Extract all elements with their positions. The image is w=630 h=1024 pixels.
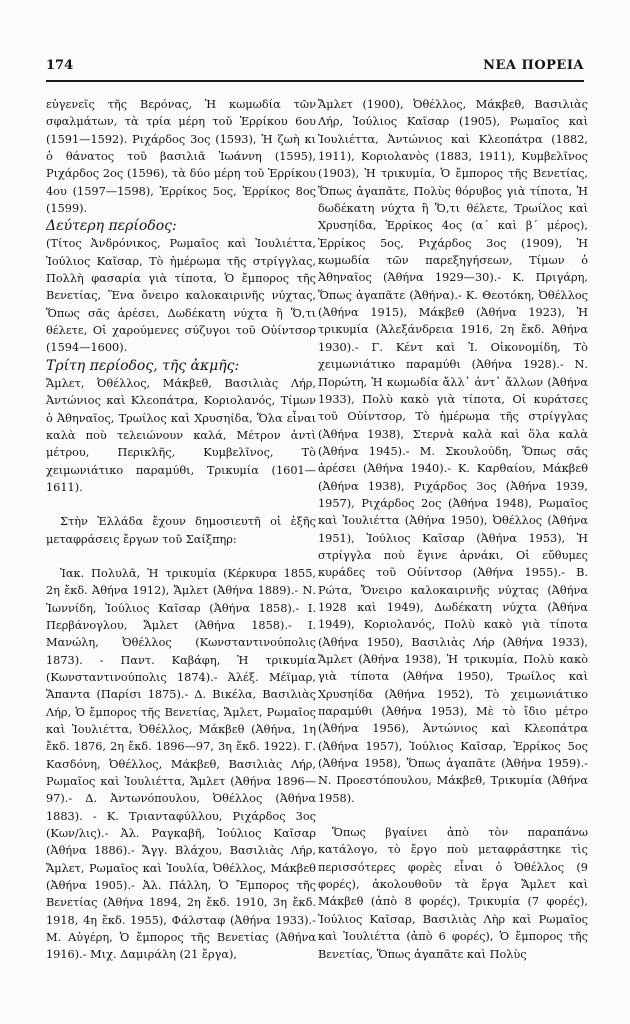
right-column xyxy=(318,96,588,963)
translations-intro: Στὴν Ἑλλάδα ἔχουν δημοσιευτῆ οἱ ἑξῆς μεταφράσεις ἔργων τοῦ Σαίξπηρ: xyxy=(46,515,316,546)
paragraph-gap xyxy=(318,807,588,824)
conclusion-paragraph: Ὅπως βγαίνει ἀπὸ τὸν παραπάνω κατάλογο, τὸ ἔργο ποὺ μεταφράστηκε τὶς περισσότερες φορὲς εἶναι ὁ Ὀθέλλος (9 φορές), ἀκολουθοῦν τὰ ἔργα Ἄμλετ καὶ Μάκβεθ (ἀπὸ 8 φορές), Τρικυμία (7 φορές), Ἰούλιος Καῖσαρ, Βασιλιὰς Λὴρ καὶ Ρωμαῖος καὶ Ἰουλιέττα (ἀπὸ 6 φορές), Ὁ ἔμπορος τῆς Βενετίας, Ὅπως ἀγαπᾶτε καὶ Πολὺς xyxy=(318,826,588,961)
second-period-list: (Τίτος Ἀνδρόνικος, Ρωμαῖος καὶ Ἰουλιέττα, Ἰούλιος Καῖσαρ, Τὸ ἡμέρωμα τῆς στρίγγλας, Πολλὴ φασαρία γιὰ τίποτα, Ὁ ἔμπορος τῆς Βενετίας, Ἕνα ὄνειρο καλοκαιρινῆς νύχτας, Ὅπως σᾶς ἀρέσει, Δωδέκατη νύχτα ἢ Ὅ,τι θέλετε, Οἱ χαρούμενες σύζυγοι τοῦ Οὐίντσορ (1594—1600). xyxy=(46,237,316,355)
third-period-list: Ἄμλετ, Ὀθέλλος, Μάκβεθ, Βασιλιὰς Λήρ, Ἀντώνιος καὶ Κλεοπάτρα, Κοριολανός, Τίμων ὁ Ἀθηναῖος, Τρωίλος καὶ Χρυσηίδα, Ὅλα εἶναι καλὰ ποὺ τελειώνουν καλά, Μέτρον ἀντὶ μέτρου, Περικλῆς, Κυμβελῖνος, Τὸ χειμωνιάτικο παραμύθι, Τρικυμία (1601—1611). xyxy=(46,376,316,494)
section-heading-third-period: Τρίτη περίοδος, τῆς ἀκμῆς: xyxy=(46,357,240,374)
section-heading-second-period: Δεύτερη περίοδος: xyxy=(46,218,177,235)
page-number: 174 xyxy=(46,58,74,73)
first-period-continuation: εὐγενεῖς τῆς Βερόνας, Ἡ κωμωδία τῶν σφαλμάτων, τὰ τρία μέρη τοῦ Ἑρρίκου 6ου (1591—1592). Ριχάρδος 3ος (1593), Ἡ ζωὴ κι ὁ θάνατος τοῦ βασιλιᾶ Ἰωάννη (1595), Ριχάρδος 2ος (1596), τὰ δύο μέρη τοῦ Ἑρρίκου 4ου (1597—1598), Ἑρρίκος 5ος, Ἑρρίκος 8ος (1599). xyxy=(46,98,316,216)
paragraph-gap xyxy=(46,548,316,565)
translations-list: Ἰακ. Πολυλᾶ, Ἡ τρικυμία (Κέρκυρα 1855, 2η ἔκδ. Ἀθήνα 1912), Ἄμλετ (Ἀθήνα 1889).- Ν. Ἰωννίδη, Ἰούλιος Καῖσαρ (Ἀθήνα 1858).- Ι. Περβάνογλου, Ἄμλετ (Ἀθήνα 1858).- Ι. Μανώλη, Ὀθέλλος (Κωνσταντινούπολις 1873). - Παντ. Καβάφη, Ἡ τρικυμία (Κωνσταντινούπολις 1874).- Ἀλέξ. Μέϊμαρ, Ἅπαντα (Παρίσι 1875).- Δ. Βικέλα, Βασιλιὰς Λήρ, Ὁ ἔμπορος τῆς Βενετίας, Ἄμλετ, Ρωμαῖος καὶ Ἰουλιέττα, Ὀθέλλος, Μάκβεθ (Ἀθήνα, 1η ἔκδ. 1876, 2η ἔκδ. 1896—97, 3η ἔκδ. 1922). Γ. Κασδόνη, Ὀθέλλος, Μάκβεθ, Βασιλιὰς Λήρ, Ρωμαῖος καὶ Ἰουλιέττα, Ἄμλετ (Ἀθήνα 1896—97).- Δ. Ἀντωνόπουλου, Ὀθέλλος (Ἀθήνα 1883). - Κ. Τριανταφύλλου, Ριχάρδος 3ος (Κων/λις).- Ἀλ. Ραγκαβῆ, Ἰούλιος Καῖσαρ (Ἀθήνα 1886).- Ἄγγ. Βλάχου, Βασιλιὰς Λήρ, Ἄμλετ, Ρωμαῖος καὶ Ἰουλία, Ὀθέλλος, Μάκβεθ (Ἀθήνα 1905).- Ἀλ. Πάλλη, Ὁ Ἔμπορος τῆς Βενετίας (Ἀθήνα 1894, 2η ἔκδ. 1910, 3η ἔκδ. 1918, 4η ἔκδ. 1955), Φάλσταφ (Ἀθήνα 1933).- Μ. Αὐγέρη, Ὁ ἔμπορος τῆς Βενετίας (Ἀθήνα 1916).- Μιχ. Δαμιράλη (21 ἔργα), xyxy=(46,566,316,962)
translations-list-continued: Ἄμλετ (1900), Ὀθέλλος, Μάκβεθ, Βασιλιὰς Λήρ, Ἰούλιος Καῖσαρ (1905), Ρωμαῖος καὶ Ἰουλιέττα, Ἀντώνιος καὶ Κλεοπάτρα (1882, 1911), Κοριολανὸς (1883, 1911), Κυμβελῖνος (1903), Ἡ τρικυμία, Ὁ ἔμπορος τῆς Βενετίας, Ὅπως ἀγαπᾶτε, Πολὺς θόρυβος γιὰ τίποτα, Ἡ δωδέκατη νύχτα ἢ Ὅ,τι θέλετε, Τρωίλος καὶ Χρυσηίδα, Ἑρρίκος 4ος (α΄ καὶ β΄ μέρος), Ἑρρίκος 5ος, Ριχάρδος 3ος (1909), Ἡ κωμωδία τῶν παρεξηγήσεων, Τίμων ὁ Ἀθηναῖος (Ἀθήνα 1929—30).- Κ. Πριγάρη, Ὅπως ἀγαπᾶτε (Ἀθήνα).- Κ. Θεοτόκη, Ὀθέλλος (Ἀθήνα 1915), Μάκβεθ (Ἀθήνα 1923), Ἡ τρικυμία (Ἀλεξάνδρεια 1916, 2η ἔκδ. Ἀθήνα 1930).- Γ. Κέντ καὶ Ἰ. Οἰκονομίδη, Τὸ χειμωνιάτικο παραμύθι (Ἀθήνα 1928).- Ν. Πορώτη, Ἡ κωμωδία ἄλλ᾽ ἀντ᾽ ἄλλων (Ἀθήνα 1933), Πολὺ κακὸ γιὰ τίποτα, Οἱ κυράτσες τοῦ Οὐίντσορ, Τὸ ἡμέρωμα τῆς στρίγγλας (Ἀθήνα 1938), Στερνὰ καλὰ καὶ ὅλα καλὰ (Ἀθήνα 1945).- Μ. Σκουλούδη, Ὅπως σᾶς ἀρέσει (Ἀθήνα 1940).- Κ. Καρθαίου, Μάκβεθ (Ἀθήνα 1938), Ριχάρδος 3ος (Ἀθήνα 1939, 1957), Ριχάρδος 2ος (Ἀθήνα 1948), Ρωμαῖος καὶ Ἰουλιέττα (Ἀθήνα 1950), Ὀθέλλος (Ἀθήνα 1951), Ἰούλιος Καῖσαρ (Ἀθήνα 1953), Ἡ στρίγγλα ποὺ ἔγινε ἀρνάκι, Οἱ εὔθυμες κυράδες τοῦ Οὐίντσορ (Ἀθήνα 1955).- Β. Ρώτα, Ὄνειρο καλοκαιρινῆς νύχτας (Ἀθήνα 1928 καὶ 1949), Δωδέκατη νύχτα (Ἀθήνα 1949), Κοριολανός, Πολὺ κακὸ γιὰ τίποτα (Ἀθήνα 1950), Βασιλιὰς Λήρ (Ἀθήνα 1933), Ἄμλετ (Ἀθήνα 1938), Ἡ τρικυμία, Πολὺ κακὸ γιὰ τίποτα (Ἀθήνα 1950), Τρωίλος καὶ Χρυσηίδα (Ἀθήνα 1952), Τὸ χειμωνιάτικο παραμύθι (Ἀθήνα 1953), Μὲ τὸ ἴδιο μέτρο (Ἀθήνα 1956), Ἀντώνιος καὶ Κλεοπάτρα (Ἀθήνα 1957), Ἰούλιος Καῖσαρ, Ἑρρίκος 5ος (Ἀθήνα 1958), Ὅπως ἀγαπᾶτε (Ἀθήνα 1959).- Ν. Προεστόπουλου, Μάκβεθ, Τρικυμία (Ἀθήνα 1958). xyxy=(318,98,588,805)
header-rule xyxy=(46,80,584,82)
left-column xyxy=(46,96,316,964)
paragraph-gap xyxy=(46,496,316,513)
page-header xyxy=(46,58,584,80)
running-title: ΝΕΑ ΠΟΡΕΙΑ xyxy=(483,58,584,73)
